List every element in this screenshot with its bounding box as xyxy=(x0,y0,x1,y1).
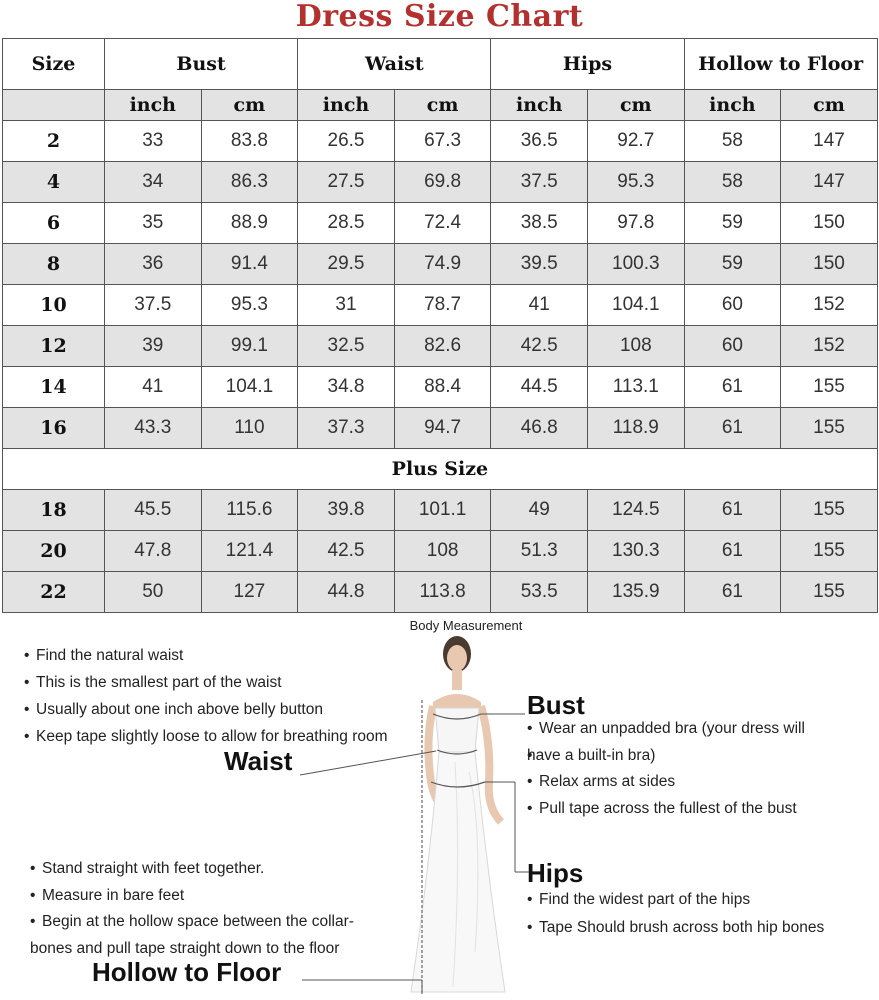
size-chart-table xyxy=(2,38,878,613)
table-row xyxy=(3,531,878,572)
measurement-cell: 74.9 xyxy=(394,244,491,285)
measurement-cell: 31 xyxy=(298,285,395,326)
header-size: Size xyxy=(3,39,105,90)
measurement-cell: 155 xyxy=(781,490,878,531)
waist-instructions xyxy=(24,642,444,750)
measurement-cell: 99.1 xyxy=(201,326,298,367)
measurement-cell: 94.7 xyxy=(394,408,491,449)
measurement-cell: 37.5 xyxy=(491,162,588,203)
size-cell: 4 xyxy=(3,162,105,203)
header-row xyxy=(3,39,878,90)
measurement-cell: 29.5 xyxy=(298,244,395,285)
unit-label: inch xyxy=(105,90,202,121)
size-cell: 18 xyxy=(3,490,105,531)
list-item-continuation: bones and pull tape straight down to the floor xyxy=(30,939,340,957)
size-cell: 16 xyxy=(3,408,105,449)
measurement-cell: 37.5 xyxy=(105,285,202,326)
unit-label: inch xyxy=(491,90,588,121)
list-item: • Measure in bare feet xyxy=(30,883,400,910)
measurement-cell: 50 xyxy=(105,572,202,613)
measurement-cell: 150 xyxy=(781,203,878,244)
measurement-cell: 147 xyxy=(781,162,878,203)
measurement-cell: 135.9 xyxy=(588,572,685,613)
bust-heading: Bust xyxy=(527,690,585,720)
plus-size-row xyxy=(3,449,878,490)
table-row xyxy=(3,121,878,162)
hips-heading: Hips xyxy=(527,858,584,888)
unit-label: inch xyxy=(684,90,781,121)
measurement-cell: 28.5 xyxy=(298,203,395,244)
hollow-to-floor-instructions xyxy=(30,856,400,962)
size-cell: 14 xyxy=(3,367,105,408)
measurement-cell: 152 xyxy=(781,285,878,326)
units-blank xyxy=(3,90,105,121)
measurement-cell: 35 xyxy=(105,203,202,244)
table-row xyxy=(3,326,878,367)
measurement-cell: 110 xyxy=(201,408,298,449)
measurement-cell: 32.5 xyxy=(298,326,395,367)
measurement-cell: 44.5 xyxy=(491,367,588,408)
measurement-cell: 43.3 xyxy=(105,408,202,449)
measurement-cell: 124.5 xyxy=(588,490,685,531)
measurement-cell: 88.4 xyxy=(394,367,491,408)
table-row xyxy=(3,572,878,613)
measurement-cell: 41 xyxy=(105,367,202,408)
measurement-cell: 27.5 xyxy=(298,162,395,203)
measurement-cell: 101.1 xyxy=(394,490,491,531)
dress-model-figure-icon xyxy=(395,632,535,1000)
measurement-cell: 61 xyxy=(684,367,781,408)
list-item: • Pull tape across the fullest of the bust xyxy=(527,796,867,823)
unit-label: cm xyxy=(201,90,298,121)
list-item: • Keep tape slightly loose to allow for breathing room xyxy=(24,723,444,750)
measurement-cell: 33 xyxy=(105,121,202,162)
measurement-cell: 42.5 xyxy=(491,326,588,367)
measurement-cell: 97.8 xyxy=(588,203,685,244)
measurement-cell: 92.7 xyxy=(588,121,685,162)
measurement-cell: 88.9 xyxy=(201,203,298,244)
measurement-cell: 36.5 xyxy=(491,121,588,162)
unit-label: inch xyxy=(298,90,395,121)
measurement-cell: 39.8 xyxy=(298,490,395,531)
measurement-cell: 155 xyxy=(781,367,878,408)
measurement-cell: 45.5 xyxy=(105,490,202,531)
table-row xyxy=(3,244,878,285)
measurement-cell: 61 xyxy=(684,572,781,613)
list-item: • Stand straight with feet together. xyxy=(30,856,400,883)
header-waist: Waist xyxy=(298,39,491,90)
measurement-cell: 49 xyxy=(491,490,588,531)
measurement-cell: 60 xyxy=(684,326,781,367)
measurement-cell: 100.3 xyxy=(588,244,685,285)
measurement-cell: 155 xyxy=(781,572,878,613)
list-item: • Tape Should brush across both hip bones xyxy=(527,914,867,942)
list-item: • This is the smallest part of the waist xyxy=(24,669,444,696)
size-cell: 22 xyxy=(3,572,105,613)
header-bust: Bust xyxy=(105,39,298,90)
size-cell: 6 xyxy=(3,203,105,244)
table-row xyxy=(3,285,878,326)
table-row xyxy=(3,367,878,408)
unit-label: cm xyxy=(781,90,878,121)
measurement-cell: 86.3 xyxy=(201,162,298,203)
measurement-cell: 113.1 xyxy=(588,367,685,408)
measurement-cell: 147 xyxy=(781,121,878,162)
measurement-cell: 95.3 xyxy=(588,162,685,203)
chart-title: Dress Size Chart xyxy=(295,0,584,34)
plus-size-label: Plus Size xyxy=(3,449,878,490)
measurement-cell: 104.1 xyxy=(201,367,298,408)
measurement-cell: 121.4 xyxy=(201,531,298,572)
measurement-cell: 39.5 xyxy=(491,244,588,285)
measurement-cell: 130.3 xyxy=(588,531,685,572)
list-item: • Usually about one inch above belly button xyxy=(24,696,444,723)
measurement-cell: 118.9 xyxy=(588,408,685,449)
measurement-cell: 42.5 xyxy=(298,531,395,572)
measurement-cell: 37.3 xyxy=(298,408,395,449)
measurement-cell: 113.8 xyxy=(394,572,491,613)
measurement-cell: 61 xyxy=(684,531,781,572)
waist-heading: Waist xyxy=(224,746,293,776)
measurement-cell: 39 xyxy=(105,326,202,367)
measurement-cell: 108 xyxy=(394,531,491,572)
measurement-cell: 83.8 xyxy=(201,121,298,162)
list-item: • Wear an unpadded bra (your dress will xyxy=(527,716,867,743)
measurement-cell: 61 xyxy=(684,490,781,531)
measurement-cell: 69.8 xyxy=(394,162,491,203)
measurement-cell: 38.5 xyxy=(491,203,588,244)
units-row xyxy=(3,90,878,121)
measurement-cell: 155 xyxy=(781,408,878,449)
measurement-cell: 78.7 xyxy=(394,285,491,326)
measurement-cell: 58 xyxy=(684,121,781,162)
table-row xyxy=(3,490,878,531)
measurement-cell: 67.3 xyxy=(394,121,491,162)
measurement-cell: 44.8 xyxy=(298,572,395,613)
list-item: • Find the widest part of the hips xyxy=(527,886,867,914)
measurement-cell: 61 xyxy=(684,408,781,449)
list-item: • Relax arms at sides xyxy=(527,769,867,796)
body-measurement-title: Body Measurement xyxy=(409,618,523,633)
unit-label: cm xyxy=(588,90,685,121)
measurement-cell: 152 xyxy=(781,326,878,367)
measurement-cell: 59 xyxy=(684,203,781,244)
hips-instructions xyxy=(527,886,867,942)
measurement-cell: 58 xyxy=(684,162,781,203)
measurement-cell: 46.8 xyxy=(491,408,588,449)
list-item: • Begin at the hollow space between the collar- xyxy=(30,909,400,936)
measurement-cell: 53.5 xyxy=(491,572,588,613)
header-hollow-to-floor: Hollow to Floor xyxy=(684,39,877,90)
table-row xyxy=(3,162,878,203)
measurement-cell: 108 xyxy=(588,326,685,367)
hollow-to-floor-heading: Hollow to Floor xyxy=(92,957,282,987)
measurement-cell: 82.6 xyxy=(394,326,491,367)
measurement-cell: 41 xyxy=(491,285,588,326)
size-cell: 20 xyxy=(3,531,105,572)
size-cell: 2 xyxy=(3,121,105,162)
measurement-cell: 150 xyxy=(781,244,878,285)
measurement-cell: 95.3 xyxy=(201,285,298,326)
measurement-cell: 51.3 xyxy=(491,531,588,572)
measurement-cell: 59 xyxy=(684,244,781,285)
measurement-cell: 115.6 xyxy=(201,490,298,531)
measurement-cell: 34 xyxy=(105,162,202,203)
measurement-cell: 26.5 xyxy=(298,121,395,162)
table-row xyxy=(3,203,878,244)
measurement-cell: 91.4 xyxy=(201,244,298,285)
table-row xyxy=(3,408,878,449)
measurement-cell: 72.4 xyxy=(394,203,491,244)
size-cell: 12 xyxy=(3,326,105,367)
measurement-cell: 60 xyxy=(684,285,781,326)
measurement-cell: 127 xyxy=(201,572,298,613)
measurement-cell: 36 xyxy=(105,244,202,285)
size-cell: 10 xyxy=(3,285,105,326)
measurement-cell: 155 xyxy=(781,531,878,572)
bust-instructions xyxy=(527,716,867,822)
size-cell: 8 xyxy=(3,244,105,285)
list-item-continuation: • have a built-in bra) xyxy=(527,743,867,770)
unit-label: cm xyxy=(394,90,491,121)
list-item: • Find the natural waist xyxy=(24,642,444,669)
measurement-cell: 104.1 xyxy=(588,285,685,326)
header-hips: Hips xyxy=(491,39,684,90)
measurement-cell: 34.8 xyxy=(298,367,395,408)
measurement-cell: 47.8 xyxy=(105,531,202,572)
